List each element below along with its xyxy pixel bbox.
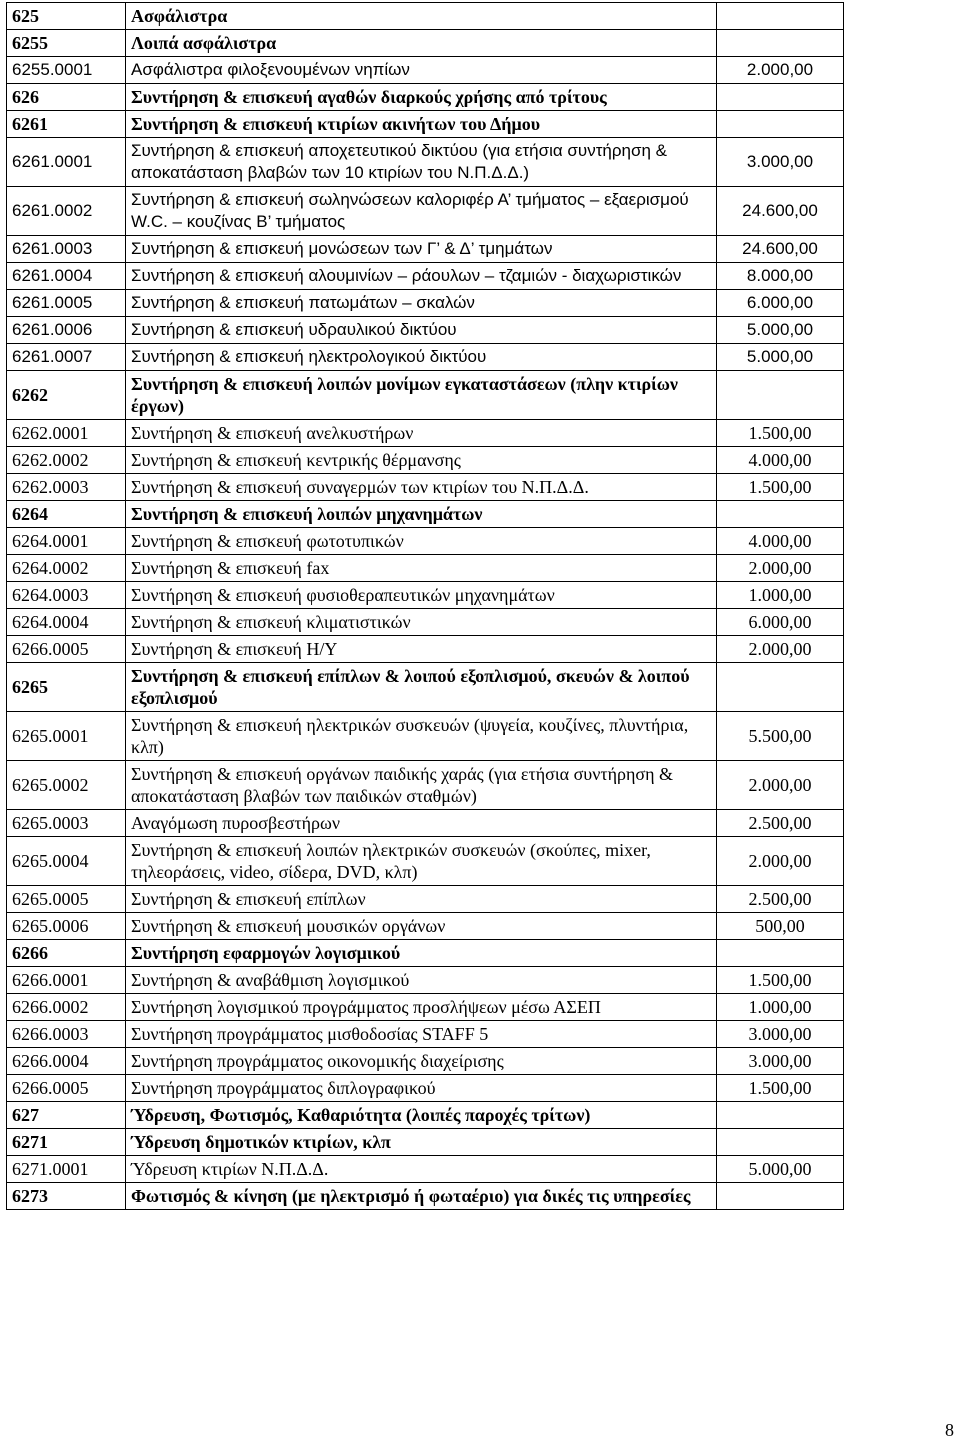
row-code: 6266.0005 bbox=[7, 1075, 126, 1102]
row-code: 6266.0002 bbox=[7, 994, 126, 1021]
table-row bbox=[7, 761, 844, 810]
row-amount: 2.500,00 bbox=[717, 810, 844, 837]
row-description: Συντήρηση προγράμματος μισθοδοσίας STAFF 5 bbox=[126, 1021, 717, 1048]
table-row bbox=[7, 3, 844, 30]
row-amount: 4.000,00 bbox=[717, 447, 844, 474]
row-code: 625 bbox=[7, 3, 126, 30]
table-row bbox=[7, 57, 844, 84]
page-number: 8 bbox=[945, 1420, 954, 1440]
table-row bbox=[7, 810, 844, 837]
row-code: 6264 bbox=[7, 501, 126, 528]
row-description: Συντήρηση & επισκευή ηλεκτρικών συσκευών (ψυγεία, κουζίνες, πλυντήρια, κλπ) bbox=[126, 712, 717, 761]
row-description: Συντήρηση & επισκευή πατωμάτων – σκαλών bbox=[126, 290, 717, 317]
row-code: 6271 bbox=[7, 1129, 126, 1156]
row-description: Ύδρευση κτιρίων Ν.Π.Δ.Δ. bbox=[126, 1156, 717, 1183]
row-amount: 3.000,00 bbox=[717, 1048, 844, 1075]
row-code: 627 bbox=[7, 1102, 126, 1129]
row-amount bbox=[717, 3, 844, 30]
row-description: Ασφάλιστρα bbox=[126, 3, 717, 30]
row-description: Συντήρηση & επισκευή λοιπών μηχανημάτων bbox=[126, 501, 717, 528]
row-amount: 2.000,00 bbox=[717, 636, 844, 663]
row-code: 6262.0002 bbox=[7, 447, 126, 474]
table-row bbox=[7, 1048, 844, 1075]
row-code: 6255 bbox=[7, 30, 126, 57]
row-code: 6261.0005 bbox=[7, 290, 126, 317]
row-description: Συντήρηση & επισκευή υδραυλικού δικτύου bbox=[126, 317, 717, 344]
table-row bbox=[7, 837, 844, 886]
table-row bbox=[7, 582, 844, 609]
table-row bbox=[7, 555, 844, 582]
table-row bbox=[7, 263, 844, 290]
row-code: 6265.0004 bbox=[7, 837, 126, 886]
row-code: 6265 bbox=[7, 663, 126, 712]
row-amount bbox=[717, 501, 844, 528]
row-amount bbox=[717, 111, 844, 138]
row-description: Συντήρηση & επισκευή επίπλων & λοιπού εξοπλισμού, σκευών & λοιπού εξοπλισμού bbox=[126, 663, 717, 712]
table-row bbox=[7, 371, 844, 420]
row-amount: 3.000,00 bbox=[717, 1021, 844, 1048]
row-amount: 2.000,00 bbox=[717, 761, 844, 810]
row-amount: 2.000,00 bbox=[717, 837, 844, 886]
row-description: Συντήρηση & επισκευή κεντρικής θέρμανσης bbox=[126, 447, 717, 474]
row-amount: 24.600,00 bbox=[717, 187, 844, 236]
table-row bbox=[7, 187, 844, 236]
row-code: 6261 bbox=[7, 111, 126, 138]
row-description: Συντήρηση λογισμικού προγράμματος προσλήψεων μέσω ΑΣΕΠ bbox=[126, 994, 717, 1021]
row-amount: 1.500,00 bbox=[717, 1075, 844, 1102]
table-row bbox=[7, 1075, 844, 1102]
row-amount: 1.500,00 bbox=[717, 967, 844, 994]
row-code: 6266.0001 bbox=[7, 967, 126, 994]
row-amount: 2.500,00 bbox=[717, 886, 844, 913]
row-amount: 1.500,00 bbox=[717, 420, 844, 447]
table-row bbox=[7, 138, 844, 187]
row-code: 6273 bbox=[7, 1183, 126, 1210]
table-row bbox=[7, 344, 844, 371]
table-row bbox=[7, 501, 844, 528]
row-code: 626 bbox=[7, 84, 126, 111]
table-row bbox=[7, 609, 844, 636]
row-amount: 1.500,00 bbox=[717, 474, 844, 501]
row-code: 6264.0002 bbox=[7, 555, 126, 582]
table-row bbox=[7, 84, 844, 111]
row-description: Συντήρηση & επισκευή αλουμινίων – ράουλων – τζαμιών - διαχωριστικών bbox=[126, 263, 717, 290]
table-row bbox=[7, 967, 844, 994]
row-amount: 500,00 bbox=[717, 913, 844, 940]
row-description: Συντήρηση & επισκευή αποχετευτικού δικτύου (για ετήσια συντήρηση & αποκατάσταση βλαβών των 10 κτιρίων του Ν.Π.Δ.Δ.) bbox=[126, 138, 717, 187]
row-code: 6265.0003 bbox=[7, 810, 126, 837]
row-description: Συντήρηση & επισκευή φυσιοθεραπευτικών μηχανημάτων bbox=[126, 582, 717, 609]
row-description: Συντήρηση εφαρμογών λογισμικού bbox=[126, 940, 717, 967]
table-row bbox=[7, 30, 844, 57]
table-row bbox=[7, 474, 844, 501]
row-description: Συντήρηση & επισκευή σωληνώσεων καλοριφέρ Α’ τμήματος – εξαερισμού W.C. – κουζίνας Β’ τμήματος bbox=[126, 187, 717, 236]
row-description: Αναγόμωση πυροσβεστήρων bbox=[126, 810, 717, 837]
row-description: Συντήρηση & επισκευή ανελκυστήρων bbox=[126, 420, 717, 447]
row-amount: 8.000,00 bbox=[717, 263, 844, 290]
row-code: 6261.0006 bbox=[7, 317, 126, 344]
row-description: Συντήρηση & αναβάθμιση λογισμικού bbox=[126, 967, 717, 994]
row-amount: 1.000,00 bbox=[717, 582, 844, 609]
budget-table bbox=[6, 2, 844, 1210]
row-code: 6261.0002 bbox=[7, 187, 126, 236]
row-amount: 5.000,00 bbox=[717, 317, 844, 344]
row-description: Συντήρηση προγράμματος διπλογραφικού bbox=[126, 1075, 717, 1102]
row-amount bbox=[717, 1102, 844, 1129]
row-description: Συντήρηση & επισκευή οργάνων παιδικής χαράς (για ετήσια συντήρηση & αποκατάσταση βλαβών των παιδικών σταθμών) bbox=[126, 761, 717, 810]
row-description: Συντήρηση & επισκευή επίπλων bbox=[126, 886, 717, 913]
row-description: Συντήρηση & επισκευή μουσικών οργάνων bbox=[126, 913, 717, 940]
row-code: 6255.0001 bbox=[7, 57, 126, 84]
row-code: 6261.0003 bbox=[7, 236, 126, 263]
table-row bbox=[7, 663, 844, 712]
table-row bbox=[7, 712, 844, 761]
row-amount: 6.000,00 bbox=[717, 609, 844, 636]
row-code: 6266.0004 bbox=[7, 1048, 126, 1075]
row-code: 6265.0001 bbox=[7, 712, 126, 761]
row-description: Ύδρευση δημοτικών κτιρίων, κλπ bbox=[126, 1129, 717, 1156]
row-amount: 5.000,00 bbox=[717, 1156, 844, 1183]
row-description: Συντήρηση & επισκευή λοιπών ηλεκτρικών συσκευών (σκούπες, mixer, τηλεοράσεις, video, σίδερα, DVD, κλπ) bbox=[126, 837, 717, 886]
row-amount: 5.000,00 bbox=[717, 344, 844, 371]
row-description: Συντήρηση & επισκευή fax bbox=[126, 555, 717, 582]
row-code: 6264.0001 bbox=[7, 528, 126, 555]
row-code: 6265.0002 bbox=[7, 761, 126, 810]
table-row bbox=[7, 886, 844, 913]
row-amount bbox=[717, 30, 844, 57]
row-code: 6266.0005 bbox=[7, 636, 126, 663]
row-code: 6261.0001 bbox=[7, 138, 126, 187]
table-row bbox=[7, 636, 844, 663]
row-amount: 1.000,00 bbox=[717, 994, 844, 1021]
row-description: Συντήρηση & επισκευή αγαθών διαρκούς χρήσης από τρίτους bbox=[126, 84, 717, 111]
row-code: 6262.0001 bbox=[7, 420, 126, 447]
row-amount bbox=[717, 663, 844, 712]
table-row bbox=[7, 940, 844, 967]
row-description: Συντήρηση & επισκευή φωτοτυπικών bbox=[126, 528, 717, 555]
row-code: 6264.0004 bbox=[7, 609, 126, 636]
row-code: 6265.0006 bbox=[7, 913, 126, 940]
row-description: Συντήρηση προγράμματος οικονομικής διαχείρισης bbox=[126, 1048, 717, 1075]
row-amount: 24.600,00 bbox=[717, 236, 844, 263]
row-amount bbox=[717, 1183, 844, 1210]
row-code: 6266.0003 bbox=[7, 1021, 126, 1048]
row-description: Λοιπά ασφάλιστρα bbox=[126, 30, 717, 57]
row-code: 6261.0004 bbox=[7, 263, 126, 290]
row-code: 6266 bbox=[7, 940, 126, 967]
table-row bbox=[7, 111, 844, 138]
table-row bbox=[7, 528, 844, 555]
table-row bbox=[7, 290, 844, 317]
row-code: 6262 bbox=[7, 371, 126, 420]
table-row bbox=[7, 994, 844, 1021]
table-row bbox=[7, 1021, 844, 1048]
row-description: Συντήρηση & επισκευή συναγερμών των κτιρίων του Ν.Π.Δ.Δ. bbox=[126, 474, 717, 501]
row-description: Συντήρηση & επισκευή ηλεκτρολογικού δικτύου bbox=[126, 344, 717, 371]
row-amount: 4.000,00 bbox=[717, 528, 844, 555]
row-amount: 6.000,00 bbox=[717, 290, 844, 317]
row-amount bbox=[717, 84, 844, 111]
table-row bbox=[7, 420, 844, 447]
table-row bbox=[7, 1156, 844, 1183]
row-amount bbox=[717, 1129, 844, 1156]
row-amount: 2.000,00 bbox=[717, 57, 844, 84]
row-amount: 5.500,00 bbox=[717, 712, 844, 761]
row-description: Συντήρηση & επισκευή κτιρίων ακινήτων του Δήμου bbox=[126, 111, 717, 138]
row-amount bbox=[717, 371, 844, 420]
budget-rows bbox=[7, 3, 844, 1210]
row-code: 6261.0007 bbox=[7, 344, 126, 371]
row-code: 6264.0003 bbox=[7, 582, 126, 609]
row-description: Συντήρηση & επισκευή μονώσεων των Γ’ & Δ’ τμημάτων bbox=[126, 236, 717, 263]
table-row bbox=[7, 1102, 844, 1129]
row-description: Συντήρηση & επισκευή κλιματιστικών bbox=[126, 609, 717, 636]
table-row bbox=[7, 236, 844, 263]
table-row bbox=[7, 447, 844, 474]
row-amount bbox=[717, 940, 844, 967]
row-amount: 3.000,00 bbox=[717, 138, 844, 187]
row-code: 6262.0003 bbox=[7, 474, 126, 501]
table-row bbox=[7, 317, 844, 344]
row-code: 6271.0001 bbox=[7, 1156, 126, 1183]
table-row bbox=[7, 913, 844, 940]
row-description: Ασφάλιστρα φιλοξενουμένων νηπίων bbox=[126, 57, 717, 84]
row-amount: 2.000,00 bbox=[717, 555, 844, 582]
row-description: Φωτισμός & κίνηση (με ηλεκτρισμό ή φωταέριο) για δικές τις υπηρεσίες bbox=[126, 1183, 717, 1210]
table-row bbox=[7, 1183, 844, 1210]
row-code: 6265.0005 bbox=[7, 886, 126, 913]
row-description: Συντήρηση & επισκευή Η/Υ bbox=[126, 636, 717, 663]
row-description: Συντήρηση & επισκευή λοιπών μονίμων εγκαταστάσεων (πλην κτιρίων έργων) bbox=[126, 371, 717, 420]
row-description: Ύδρευση, Φωτισμός, Καθαριότητα (λοιπές παροχές τρίτων) bbox=[126, 1102, 717, 1129]
table-row bbox=[7, 1129, 844, 1156]
